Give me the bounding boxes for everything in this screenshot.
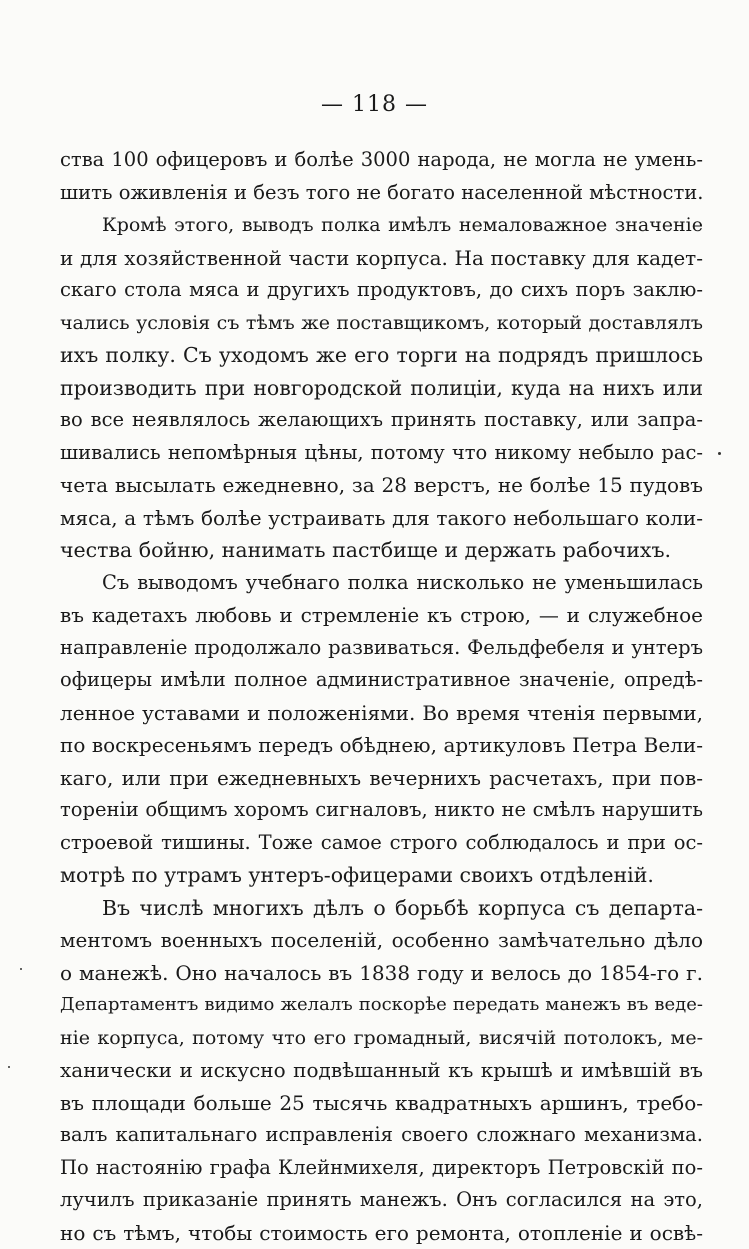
text-line: ханически и искусно подвѣшанный къ крышѣ и имѣвшій въ [60,1054,703,1087]
print-speck [20,968,22,970]
text-line: ленное уставами и положеніями. Во время чтенія первыми, [60,697,703,730]
text-line: мяса, а тѣмъ болѣе устраивать для такого небольшаго коли- [60,502,703,535]
text-line: чества бойню, нанимать пастбище и держать рабочихъ. [60,534,703,567]
text-line: строевой тишины. Тоже самое строго соблюдалось и при ос- [60,827,703,860]
text-line: валъ капитальнаго исправленія своего сложнаго механизма. [60,1119,703,1152]
text-line: направленіе продолжало развиваться. Фельдфебеля и унтеръ [60,632,703,665]
text-line: Кромѣ этого, выводъ полка имѣлъ немаловажное значеніе [60,209,703,242]
text-line: шить оживленія и безъ того не богато населенной мѣстности. [60,177,703,210]
text-line: но съ тѣмъ, чтобы стоимость его ремонта, отопленіе и освѣ- [60,1217,703,1249]
text-line: въ кадетахъ любовь и стремленіе къ строю, — и служебное [60,599,703,632]
text-line: Департаментъ видимо желалъ поскорѣе передать манежъ въ веде- [60,989,703,1022]
text-line: Въ числѣ многихъ дѣлъ о борьбѣ корпуса съ департа- [60,892,703,925]
text-line: ніе корпуса, потому что его громадный, висячій потолокъ, ме- [60,1022,703,1055]
text-line: въ площади больше 25 тысячь квадратныхъ аршинъ, требо- [60,1087,703,1120]
text-line: шивались непомѣрныя цѣны, потому что никому небыло рас- [60,437,703,470]
text-line: ихъ полку. Съ уходомъ же его торги на подрядъ пришлось [60,339,703,372]
text-line: ментомъ военныхъ поселеній, особенно замѣчательно дѣло [60,924,703,957]
text-line: тореніи общимъ хоромъ сигналовъ, никто не смѣлъ нарушить [60,794,703,827]
text-line: по воскресеньямъ передъ обѣднею, артикуловъ Петра Вели- [60,729,703,762]
print-speck [8,1066,10,1068]
text-line: производить при новгородской полиціи, куда на нихъ или [60,372,703,405]
text-line: чета высылать ежедневно, за 28 верстъ, не болѣе 15 пудовъ [60,469,703,502]
text-line: скаго стола мяса и другихъ продуктовъ, до сихъ поръ заклю- [60,274,703,307]
text-line: во все неявлялось желающихъ принять поставку, или запра- [60,404,703,437]
page-number: — 118 — [0,92,749,117]
page-body [60,144,703,1249]
text-line: чались условія съ тѣмъ же поставщикомъ, который доставлялъ [60,307,703,340]
text-line: офицеры имѣли полное административное значеніе, опредѣ- [60,664,703,697]
text-line: ства 100 офицеровъ и болѣе 3000 народа, не могла не умень- [60,144,703,177]
text-line: Съ выводомъ учебнаго полка нисколько не уменьшилась [60,567,703,600]
text-line: мотрѣ по утрамъ унтеръ-офицерами своихъ отдѣленій. [60,859,703,892]
text-line: о манежѣ. Оно началось въ 1838 году и велось до 1854-го г. [60,957,703,990]
print-speck [718,452,721,455]
text-line: каго, или при ежедневныхъ вечернихъ расчетахъ, при пов- [60,762,703,795]
text-line: По настоянію графа Клейнмихеля, директоръ Петровскій по- [60,1152,703,1185]
text-line: лучилъ приказаніе принять манежъ. Онъ согласился на это, [60,1184,703,1217]
text-line: и для хозяйственной части корпуса. На поставку для кадет- [60,242,703,275]
